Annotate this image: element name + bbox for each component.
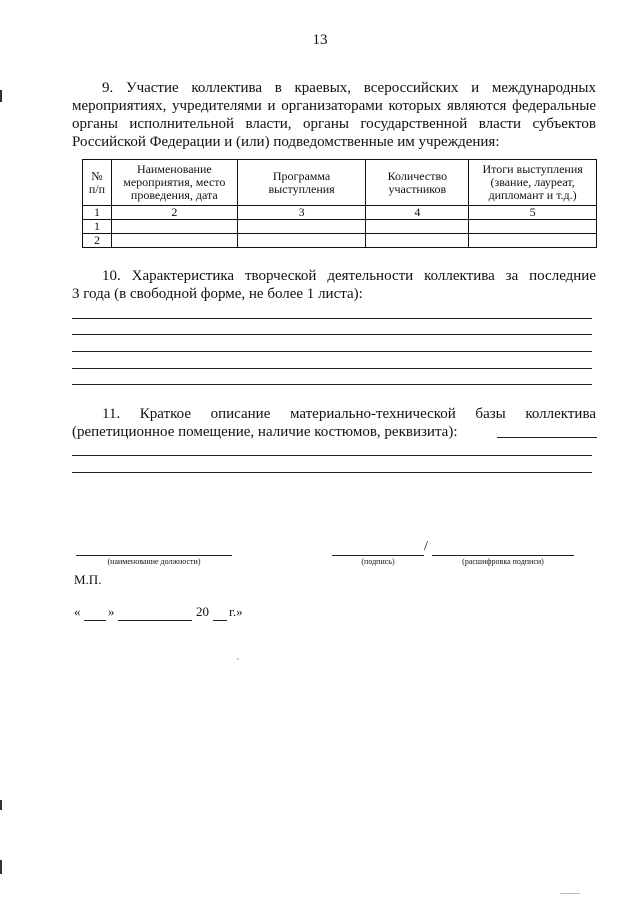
signature-separator: / (424, 539, 428, 554)
table-cell[interactable] (366, 220, 469, 234)
table-cell[interactable] (469, 234, 597, 248)
table-cell: 1 (83, 220, 112, 234)
signature-caption: (подпись) (361, 557, 395, 566)
section-10-answer-line[interactable] (72, 334, 592, 335)
date-month-line[interactable] (118, 620, 192, 621)
table-cell: 1 (83, 206, 112, 220)
section-9-line-4: Российской Федерации и (или) подведомственные им учреждения: (72, 134, 500, 150)
section-9-line-2: мероприятиях, учредителями и организаторами которых являются федеральные (72, 98, 596, 114)
section-10-answer-line[interactable] (72, 368, 592, 369)
date-day-line[interactable] (84, 620, 106, 621)
date-close-quote: » (108, 604, 115, 619)
section-11-answer-line[interactable] (72, 472, 592, 473)
section-9-line-3: органы исполнительной власти, органы государственной власти субъектов (72, 116, 596, 132)
decryption-caption: (расшифровка подписи) (462, 557, 544, 566)
section-11-line-2: (репетиционное помещение, наличие костюмов, реквизита): (72, 424, 458, 440)
header-event-name: Наименование мероприятия, место проведения, дата (111, 160, 237, 206)
table-row (83, 220, 597, 234)
section-11-text (72, 405, 596, 441)
stamp-label: М.П. (74, 572, 102, 587)
table-cell: 2 (83, 234, 112, 248)
section-10-line-1: 10. Характеристика творческой деятельности коллектива за последние (102, 268, 596, 284)
section-10-answer-line[interactable] (72, 384, 592, 385)
table-row (83, 206, 597, 220)
date-year-line[interactable] (213, 620, 227, 621)
table-cell: 4 (366, 206, 469, 220)
header-results: Итоги выступления (звание, лауреат, дипломант и т.д.) (469, 160, 597, 206)
signature-line[interactable] (332, 555, 424, 556)
table-cell[interactable] (469, 220, 597, 234)
table-cell[interactable] (237, 234, 366, 248)
table-cell: 3 (237, 206, 366, 220)
scan-speck (237, 658, 239, 660)
position-caption: (наименование должности) (107, 557, 201, 566)
table-cell: 2 (111, 206, 237, 220)
section-10-text (72, 267, 596, 303)
date-year-suffix: г.» (229, 604, 243, 619)
table-cell[interactable] (237, 220, 366, 234)
date-open-quote: « (74, 604, 81, 619)
section-10-answer-line[interactable] (72, 318, 592, 319)
events-table (82, 159, 597, 248)
scan-edge-mark (0, 860, 2, 874)
table-cell[interactable] (111, 234, 237, 248)
section-9-line-1: 9. Участие коллектива в краевых, всероссийских и международных (102, 80, 596, 96)
header-participants: Количество участников (366, 160, 469, 206)
section-9-text (72, 79, 596, 151)
date-year-prefix: 20 (196, 604, 209, 619)
position-signature-line[interactable] (76, 555, 232, 556)
header-program: Программа выступления (237, 160, 366, 206)
page-number: 13 (312, 32, 328, 48)
scan-speck (560, 893, 580, 894)
section-10-answer-line[interactable] (72, 351, 592, 352)
section-10-line-2: 3 года (в свободной форме, не более 1 листа): (72, 286, 363, 302)
header-number: № п/п (83, 160, 112, 206)
table-cell[interactable] (366, 234, 469, 248)
scan-edge-mark (0, 90, 2, 102)
section-11-line-1: 11. Краткое описание материально-технической базы коллектива (102, 406, 596, 422)
table-cell[interactable] (111, 220, 237, 234)
decryption-line[interactable] (432, 555, 574, 556)
section-11-inline-answer-line[interactable] (497, 437, 597, 438)
scan-edge-mark (0, 800, 2, 810)
section-11-answer-line[interactable] (72, 455, 592, 456)
table-header-row (83, 160, 597, 206)
table-cell: 5 (469, 206, 597, 220)
table-row (83, 234, 597, 248)
